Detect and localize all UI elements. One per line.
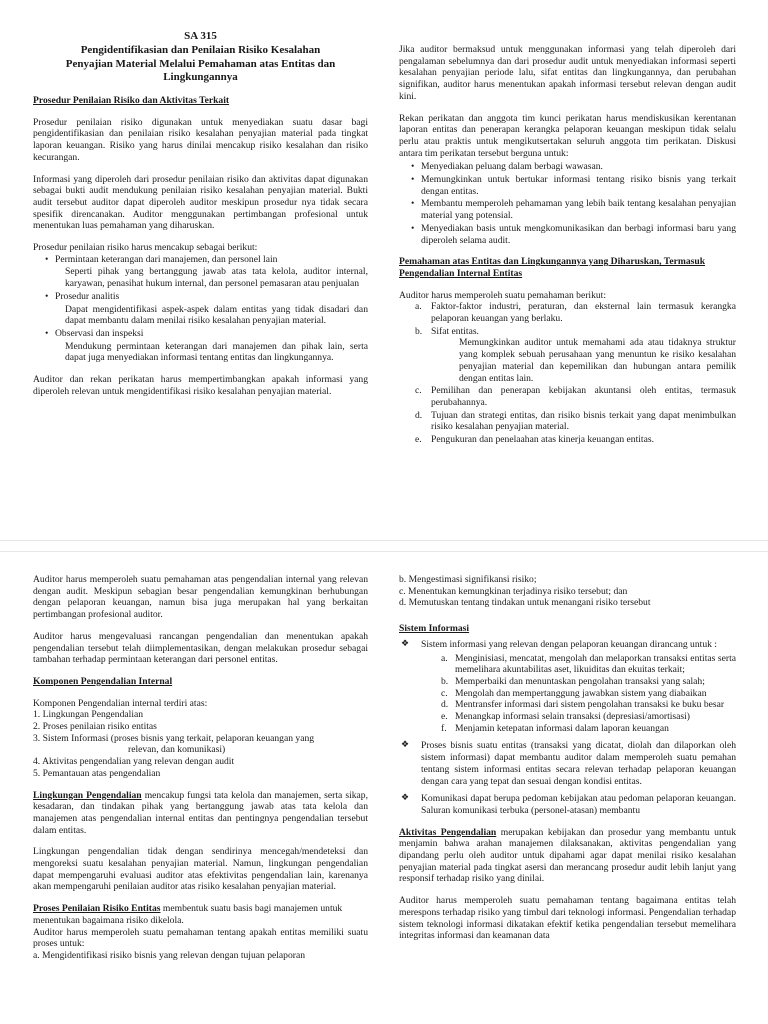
paragraph-text: mencakup fungsi tata kelola dan manajemen, serta sikap, kesadaran, dan tindakan pihak yang bertanggung jawab atas tata kelola dan manajemen atas pengendalian internal entitas dan pentingnya pengendalian tersebut dalam entitas. (33, 789, 368, 836)
paragraph (33, 903, 368, 926)
document-page-2 (0, 552, 768, 1024)
list-item-label: • Observasi dan inspeksi (55, 327, 144, 339)
list-item (399, 410, 736, 433)
sub-list-item (421, 723, 736, 735)
list-item: a. Mengidentifikasi risiko bisnis yang relevan dengan tujuan pelaporan (33, 949, 306, 961)
discussion-bullet-list (399, 161, 736, 246)
page2-right-column (399, 574, 736, 1024)
list-item (399, 326, 736, 385)
list-item-text: Sifat entitas. (431, 325, 479, 337)
information-system-list (399, 639, 736, 817)
section-heading-sistem-informasi: Sistem Informasi (399, 623, 470, 635)
paragraph: Rekan perikatan dan anggota tim kunci perikatan harus mendiskusikan kerentanan laporan entitas dan penerapan kerangka pelaporan keuangan meskipun tidak selalu perlu atau praktis untuk mengikutsertakan seluruh anggota tim perikatan. Diskusi antara tim perikatan tersebut berguna untuk: (399, 112, 736, 159)
list-item: ❖ Komunikasi dapat berupa pedoman kebijakan atau pedoman pelaporan keuangan. Saluran komunikasi terbuka (personel-atasan) membantu (399, 793, 736, 816)
list-item (399, 434, 736, 446)
list-item: 1. Lingkungan Pengendalian (33, 709, 144, 721)
sub-list-text: Menangkap informasi selain transaksi (depresiasi/amortisasi) (455, 711, 690, 723)
list-item: 2. Proses penilaian risiko entitas (33, 721, 157, 733)
list-item: • Memungkinkan untuk bertukar informasi tentang risiko bisnis yang terkait dengan entitas. (399, 174, 736, 197)
list-item-label: • Prosedur analitis (55, 290, 120, 302)
paragraph-text: membentuk suatu basis bagi manajemen untuk menentukan bagaimana risiko dikelola. (33, 903, 343, 926)
list-marker: b. (441, 675, 449, 687)
list-item-text: ❖ Sistem informasi yang relevan dengan pelaporan keuangan dirancang untuk : (421, 638, 717, 650)
list-item (33, 291, 368, 327)
title-line-1: Pengidentifikasian dan Penilaian Risiko Kesalahan (80, 43, 321, 56)
term-aktivitas-pengendalian: Aktivitas Pengendalian (399, 826, 497, 838)
list-marker: c. (441, 687, 448, 699)
list-item-text: Pemilihan dan penerapan kebijakan akuntansi oleh entitas, termasuk perubahannya. (431, 385, 736, 408)
list-item-text: Tujuan dan strategi entitas, dan risiko bisnis terkait yang dapat menimbulkan risiko kesalahan penyajian material. (431, 409, 736, 433)
paragraph: Auditor dan rekan perikatan harus mempertimbangkan apakah informasi yang diperoleh relevan untuk mengidentifikasi risiko kesalahan penyajian material. (33, 374, 368, 397)
list-marker: e. (415, 434, 422, 446)
list-intro: Auditor harus memperoleh suatu pemahaman berikut: (399, 289, 607, 301)
understanding-list (399, 301, 736, 445)
list-marker: a. (441, 652, 448, 664)
paragraph (33, 790, 368, 837)
list-marker: d. (441, 699, 449, 711)
sub-list-item (421, 711, 736, 723)
list-item-note: Memungkinkan auditor untuk memahami ada atau tidaknya struktur yang komplek sebuah perusahaan yang menuntun ke risiko kesalahan penyajian material dan kepemilikan dan hubungan antara pemilik dengan entitas lain. (459, 337, 736, 384)
sub-list-text: Mentransfer informasi dari sistem pengolahan transaksi ke buku besar (455, 699, 725, 711)
list-item: • Menyediakan basis untuk mengkomunikasikan dan berbagi informasi baru yang diperoleh selama audit. (399, 223, 736, 246)
list-marker: b. (415, 325, 423, 337)
list-marker: d. (415, 409, 423, 421)
term-proses-penilaian-risiko: Proses Penilaian Risiko Entitas (33, 903, 161, 915)
list-item (399, 639, 736, 735)
sub-list-text: Menginisiasi, mencatat, mengolah dan melaporkan transaksi entitas serta memelihara akuntabilitas aset, likuiditas dan ekuitas terkait; (455, 652, 736, 676)
paragraph: Jika auditor bermaksud untuk menggunakan informasi yang telah diperoleh dari pengalaman sebelumnya dan dari prosedur audit untuk menyediakan informasi seperti kesalahan penyajian periode lalu, sifat entitas dan lingkungannya, dan perubahan signifikan, auditor harus menentukan apakah informasi tersebut relevan dengan audit kini. (399, 44, 736, 102)
list-item: • Membantu memperoleh pehamaman yang lebih baik tentang kesalahan penyajian material yang potensial. (399, 198, 736, 221)
sub-list-item (421, 699, 736, 711)
page1-right-column (399, 44, 736, 540)
sub-list-text: Memperbaiki dan menuntaskan pengolahan transaksi yang salah; (455, 675, 705, 687)
term-lingkungan-pengendalian: Lingkungan Pengendalian (33, 789, 142, 801)
sub-list-text: Mengolah dan mempertanggung jawabkan sistem yang diabaikan (455, 687, 707, 699)
list-item: 5. Pemantauan atas pengendalian (33, 767, 161, 779)
section-heading-prosedur: Prosedur Penilaian Risiko dan Aktivitas Terkait (33, 95, 230, 106)
paragraph: Auditor harus memperoleh suatu pemahaman tentang apakah entitas memiliki suatu proses untuk: (33, 926, 368, 950)
page2-left-column (33, 574, 368, 1024)
paragraph-text: merupakan kebijakan dan prosedur yang membantu untuk menjamin bahwa arahan manajemen dilaksanakan, aktivitas pengendalian yang dipandang perlu oleh auditor untuk dipahami agar dapat menilai risiko kesalahan penyajian material pada tingkat asersi dan merancang prosedur audit lebih lanjut yang responsif terhadap risiko yang dinilai. (399, 826, 736, 885)
sub-list-item (421, 653, 736, 676)
title-line-3: Lingkungannya (163, 71, 238, 84)
list-item: 3. Sistem Informasi (proses bisnis yang terkait, pelaporan keuangan yang (33, 732, 315, 744)
list-item: • Menyediakan peluang dalam berbagi wawasan. (399, 161, 736, 173)
list-item (33, 254, 368, 290)
list-item (399, 385, 736, 408)
risk-process-list (399, 574, 736, 609)
paragraph: Prosedur penilaian risiko digunakan untuk menyediakan suatu dasar bagi pengidentifikasian dan penilaian risiko kesalahan penyajian material pada tingkat laporan keuangan. Risiko yang harus dinilai mencakup risiko kesalahan dan risiko kecurangan. (33, 116, 368, 163)
list-item: 4. Aktivitas pengendalian yang relevan dengan audit (33, 756, 235, 768)
list-item-description: Mendukung permintaan keterangan dari manajemen dan pihak lain, serta dapat juga menyediakan informasi tentang entitas dan lingkungannya. (65, 340, 368, 364)
paragraph: Auditor harus mengevaluasi rancangan pengendalian dan menentukan apakah pengendalian tersebut telah diimplementasikan, dengan melakukan prosedur sebagai tambahan terhadap permintaan keterangan dari personel entitas. (33, 630, 368, 666)
list-marker: a. (415, 301, 422, 313)
paragraph: Lingkungan pengendalian tidak dengan sendirinya mencegah/mendeteksi dan mengoreksi suatu kesalahan penyajian material. Namun, lingkungan pengendalian dapat mempengaruhi evaluasi auditor atas efektivitas pengendalian lain, karenanya akan mempengaruhi penilaian auditor atas risiko kesalahan penyajian material. (33, 846, 368, 893)
title-code: SA 315 (184, 30, 217, 42)
paragraph: Auditor harus memperoleh suatu pemahaman atas pengendalian internal yang relevan dengan audit. Meskipun sebagian besar pengendalian kemungkinan berhubungan dengan pelaporan keuangan, namun bisa juga merupakan hal yang berkaitan pertimbangan profesional auditor. (33, 574, 368, 621)
paragraph (399, 827, 736, 886)
list-marker: e. (441, 711, 448, 723)
list-item (399, 301, 736, 324)
section-heading-komponen: Komponen Pengendalian Internal (33, 675, 173, 687)
paragraph: Informasi yang diperoleh dari prosedur penilaian risiko dan aktivitas dapat digunakan sebagai bukti audit mendukung penilaian risiko kesalahan penyajian material. Bukti audit tersebut auditor dapat diperoleh auditor meskipun prosedur nya tidak secara spesifik direncanakan. Auditor menggunakan pertimbangan profesional untuk menentukan luas pemahaman yang diharuskan. (33, 173, 368, 232)
sub-list-item (421, 688, 736, 700)
component-list (33, 698, 368, 780)
list-item (33, 328, 368, 364)
document-title (33, 30, 368, 85)
list-marker: f. (441, 722, 447, 734)
list-intro: Prosedur penilaian risiko harus mencakup sebagai berikut: (33, 242, 258, 254)
list-item-label: • Permintaan keterangan dari manajemen, dan personel lain (55, 253, 278, 265)
page1-left-column (33, 30, 368, 540)
list-item-text: Pengukuran dan penelaahan atas kinerja keuangan entitas. (431, 434, 654, 446)
sub-list-text: Menjamin ketepatan informasi dalam laporan keuangan (455, 722, 669, 734)
paragraph: Auditor harus memperoleh suatu pemahaman tentang bagaimana entitas telah merespons terhadap risiko yang timbul dari teknologi informasi. Pengendalian terhadap sistem teknologi informasi dikatakan efektif ketika pengendalian tersebut memelihara integritas informasi dan keamanan data (399, 895, 736, 942)
section-heading-pemahaman: Pemahaman atas Entitas dan Lingkungannya yang Diharuskan, Termasuk Pengendalian Internal Entitas (399, 256, 706, 279)
sub-list (421, 653, 736, 735)
list-item-description: Seperti pihak yang bertanggung jawab atas tata kelola, auditor internal, karyawan, penasihat hukum internal, dan personel pemasaran atau penjualan (65, 266, 368, 290)
list-item: d. Memutuskan tentang tindakan untuk menangani risiko tersebut (399, 597, 651, 609)
procedure-bullet-list (33, 254, 368, 364)
list-item: b. Mengestimasi signifikansi risiko; (399, 574, 537, 585)
list-item-description: Dapat mengidentifikasi aspek-aspek dalam entitas yang tidak disadari dan dapat membantu dalam menilai risiko kesalahan penyajian material. (65, 303, 368, 327)
list-marker: c. (415, 385, 422, 397)
list-item-continuation: relevan, dan komunikasi) (128, 744, 226, 756)
sub-list-item (421, 676, 736, 688)
title-line-2: Penyajian Material Melalui Pemahaman atas Entitas dan (65, 57, 336, 70)
page-separator (0, 540, 768, 552)
list-intro: Komponen Pengendalian internal terdiri atas: (33, 697, 208, 709)
list-item: ❖ Proses bisnis suatu entitas (transaksi yang dicatat, diolah dan dilaporkan oleh sistem informasi) dapat membantu auditor dalam memperoleh suatu pemahan tentang sistem informasi entitas secara relevan terhadap pelaporan keuangan dengan cara yang tepat dan sesuai dengan kondisi entitas. (399, 740, 736, 787)
list-item: c. Menentukan kemungkinan terjadinya risiko tersebut; dan (399, 585, 628, 597)
list-item-text: Faktor-faktor industri, peraturan, dan eksternal lain termasuk kerangka pelaporan keuangan yang berlaku. (431, 301, 736, 325)
